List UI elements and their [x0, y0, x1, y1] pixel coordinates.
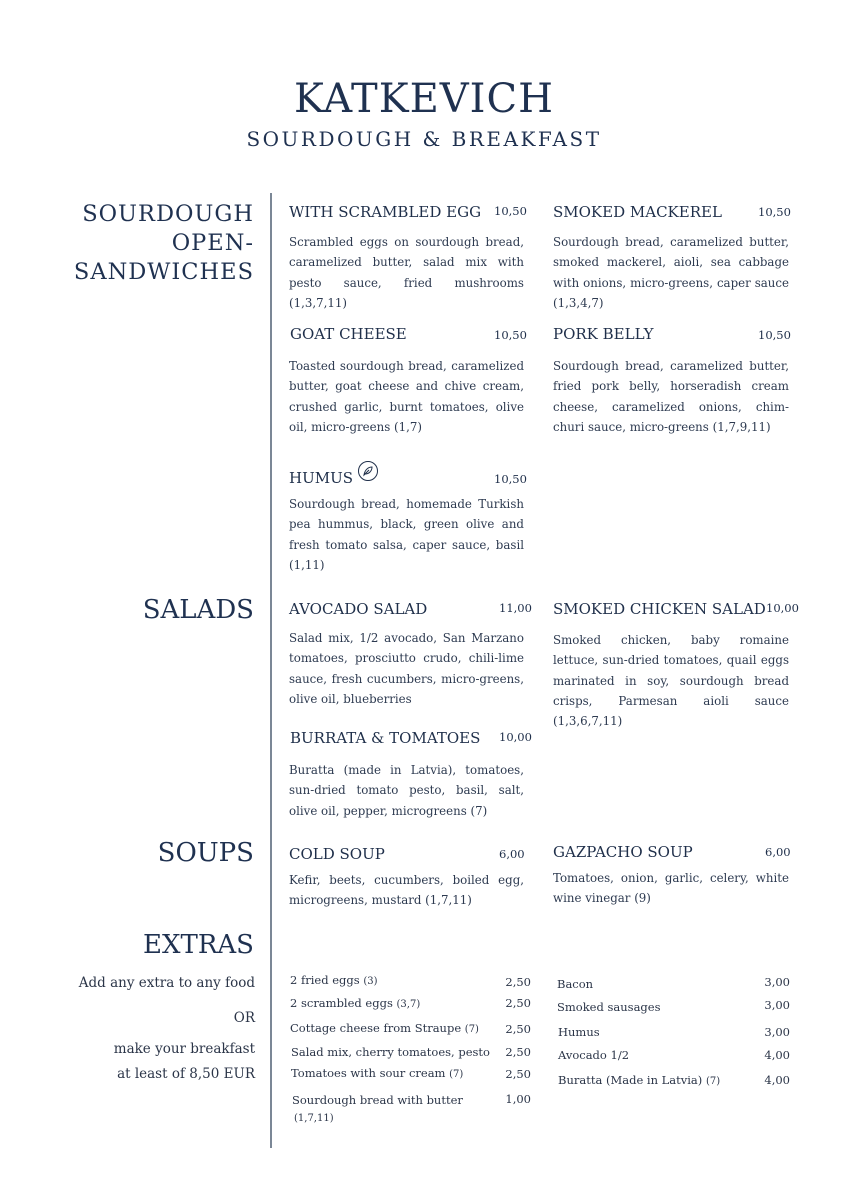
extra-item-price: 3,00	[764, 975, 790, 989]
heading-line: OPEN-	[171, 230, 254, 256]
menu-item-description: Sourdough bread, caramelized butter, fried pork belly, horseradish cream cheese, caramelized onions, chim-churi sauce, micro-greens (1,7,9,11)	[553, 359, 789, 434]
menu-item-price: 6,00	[499, 847, 525, 861]
restaurant-subtitle: SOURDOUGH & BREAKFAST	[246, 127, 602, 151]
vertical-divider	[270, 193, 272, 1148]
extra-item-name: Sourdough bread with butter	[292, 1093, 463, 1107]
menu-item-description: Tomatoes, onion, garlic, celery, white wine vinegar (9)	[553, 871, 789, 906]
menu-item-description: Buratta (made in Latvia), tomatoes, sun-dried tomato pesto, basil, salt, olive oil, pepper, microgreens (7)	[289, 763, 524, 818]
menu-item-price: 10,00	[766, 601, 799, 615]
section-heading-sandwiches	[74, 200, 254, 287]
extra-item-name: 2 scrambled eggs (3,7)	[290, 996, 421, 1010]
menu-item-description: Kefir, beets, cucumbers, boiled egg, microgreens, mustard (1,7,11)	[289, 873, 524, 908]
extra-item-name: Smoked sausages	[557, 1000, 661, 1014]
menu-item-name: AVOCADO SALAD	[289, 600, 428, 618]
extra-item-name: Cottage cheese from Straupe (7)	[290, 1021, 479, 1035]
extra-item-price: 1,00	[505, 1092, 531, 1106]
menu-item-description: Salad mix, 1/2 avocado, San Marzano tomatoes, prosciutto crudo, chili-lime sauce, fresh cucumbers, micro-greens, olive oil, blueberries	[289, 631, 524, 706]
section-heading-salads: SALADS	[142, 595, 254, 625]
menu-item-description: Smoked chicken, baby romaine lettuce, sun-dried tomatoes, quail eggs marinated in soy, sourdough bread crisps, Parmesan aioli sauce (1,3,6,7,11)	[553, 633, 789, 729]
section-heading-extras: EXTRAS	[143, 930, 254, 960]
menu-item-name: WITH SCRAMBLED EGG	[289, 203, 482, 221]
extra-item-price: 3,00	[764, 1025, 790, 1039]
extra-item-name: 2 fried eggs (3)	[290, 973, 378, 987]
menu-item-name: GAZPACHO SOUP	[553, 843, 693, 861]
menu-item-description: Sourdough bread, homemade Turkish pea hummus, black, green olive and fresh tomato salsa, caper sauce, basil (1,11)	[289, 497, 524, 572]
menu-item-name: GOAT CHEESE	[290, 325, 407, 343]
extra-item-price: 3,00	[764, 998, 790, 1012]
menu-item-name: BURRATA & TOMATOES	[290, 729, 481, 747]
extra-item-name: Buratta (Made in Latvia) (7)	[558, 1073, 721, 1087]
menu-item-name: HUMUS	[289, 469, 353, 487]
menu-item-price: 6,00	[765, 845, 791, 859]
vegan-leaf-icon	[357, 460, 379, 482]
extras-note: make your breakfast	[113, 1041, 255, 1057]
extra-item-price: 2,50	[505, 975, 531, 989]
heading-line: SOURDOUGH	[82, 201, 254, 227]
menu-item-name: COLD SOUP	[289, 845, 385, 863]
menu-item-price: 10,50	[494, 328, 527, 342]
menu-item-description: Scrambled eggs on sourdough bread, caramelized butter, salad mix with pesto sauce, fried mushrooms (1,3,7,11)	[289, 235, 524, 310]
menu-item-description: Sourdough bread, caramelized butter, smoked mackerel, aioli, sea cabbage with onions, micro-greens, caper sauce (1,3,4,7)	[553, 235, 789, 310]
menu-item-description: Toasted sourdough bread, caramelized butter, goat cheese and chive cream, crushed garlic, burnt tomatoes, olive oil, micro-greens (1,7)	[289, 359, 524, 434]
section-heading-soups: SOUPS	[157, 838, 254, 868]
menu-item-name: PORK BELLY	[553, 325, 654, 343]
menu-item-price: 10,00	[499, 730, 532, 744]
extra-item-price: 4,00	[764, 1048, 790, 1062]
menu-item-price: 10,50	[758, 328, 791, 342]
extra-item-price: 4,00	[764, 1073, 790, 1087]
extra-item-price: 2,50	[505, 1022, 531, 1036]
extra-item-price: 2,50	[505, 996, 531, 1010]
extra-item-name: Bacon	[557, 977, 594, 991]
heading-line: SANDWICHES	[73, 259, 254, 285]
extras-note: at least of 8,50 EUR	[117, 1066, 255, 1082]
menu-item-price: 10,50	[758, 205, 791, 219]
extras-note: Add any extra to any food	[78, 975, 255, 991]
extra-item-name: Tomatoes with sour cream (7)	[291, 1066, 464, 1080]
menu-item-name: SMOKED CHICKEN SALAD	[553, 600, 766, 618]
restaurant-name: KATKEVICH	[294, 76, 554, 122]
menu-item-price: 11,00	[499, 601, 532, 615]
extra-item-name: Salad mix, cherry tomatoes, pesto	[291, 1045, 490, 1059]
menu-item-price: 10,50	[494, 204, 527, 218]
extras-or: OR	[233, 1010, 255, 1026]
extra-item-allergen: (1,7,11)	[294, 1113, 334, 1124]
extra-item-name: Humus	[558, 1025, 600, 1039]
extra-item-price: 2,50	[505, 1067, 531, 1081]
menu-item-price: 10,50	[494, 472, 527, 486]
extra-item-price: 2,50	[505, 1045, 531, 1059]
extra-item-name: Avocado 1/2	[558, 1048, 630, 1062]
menu-item-name: SMOKED MACKEREL	[553, 203, 722, 221]
